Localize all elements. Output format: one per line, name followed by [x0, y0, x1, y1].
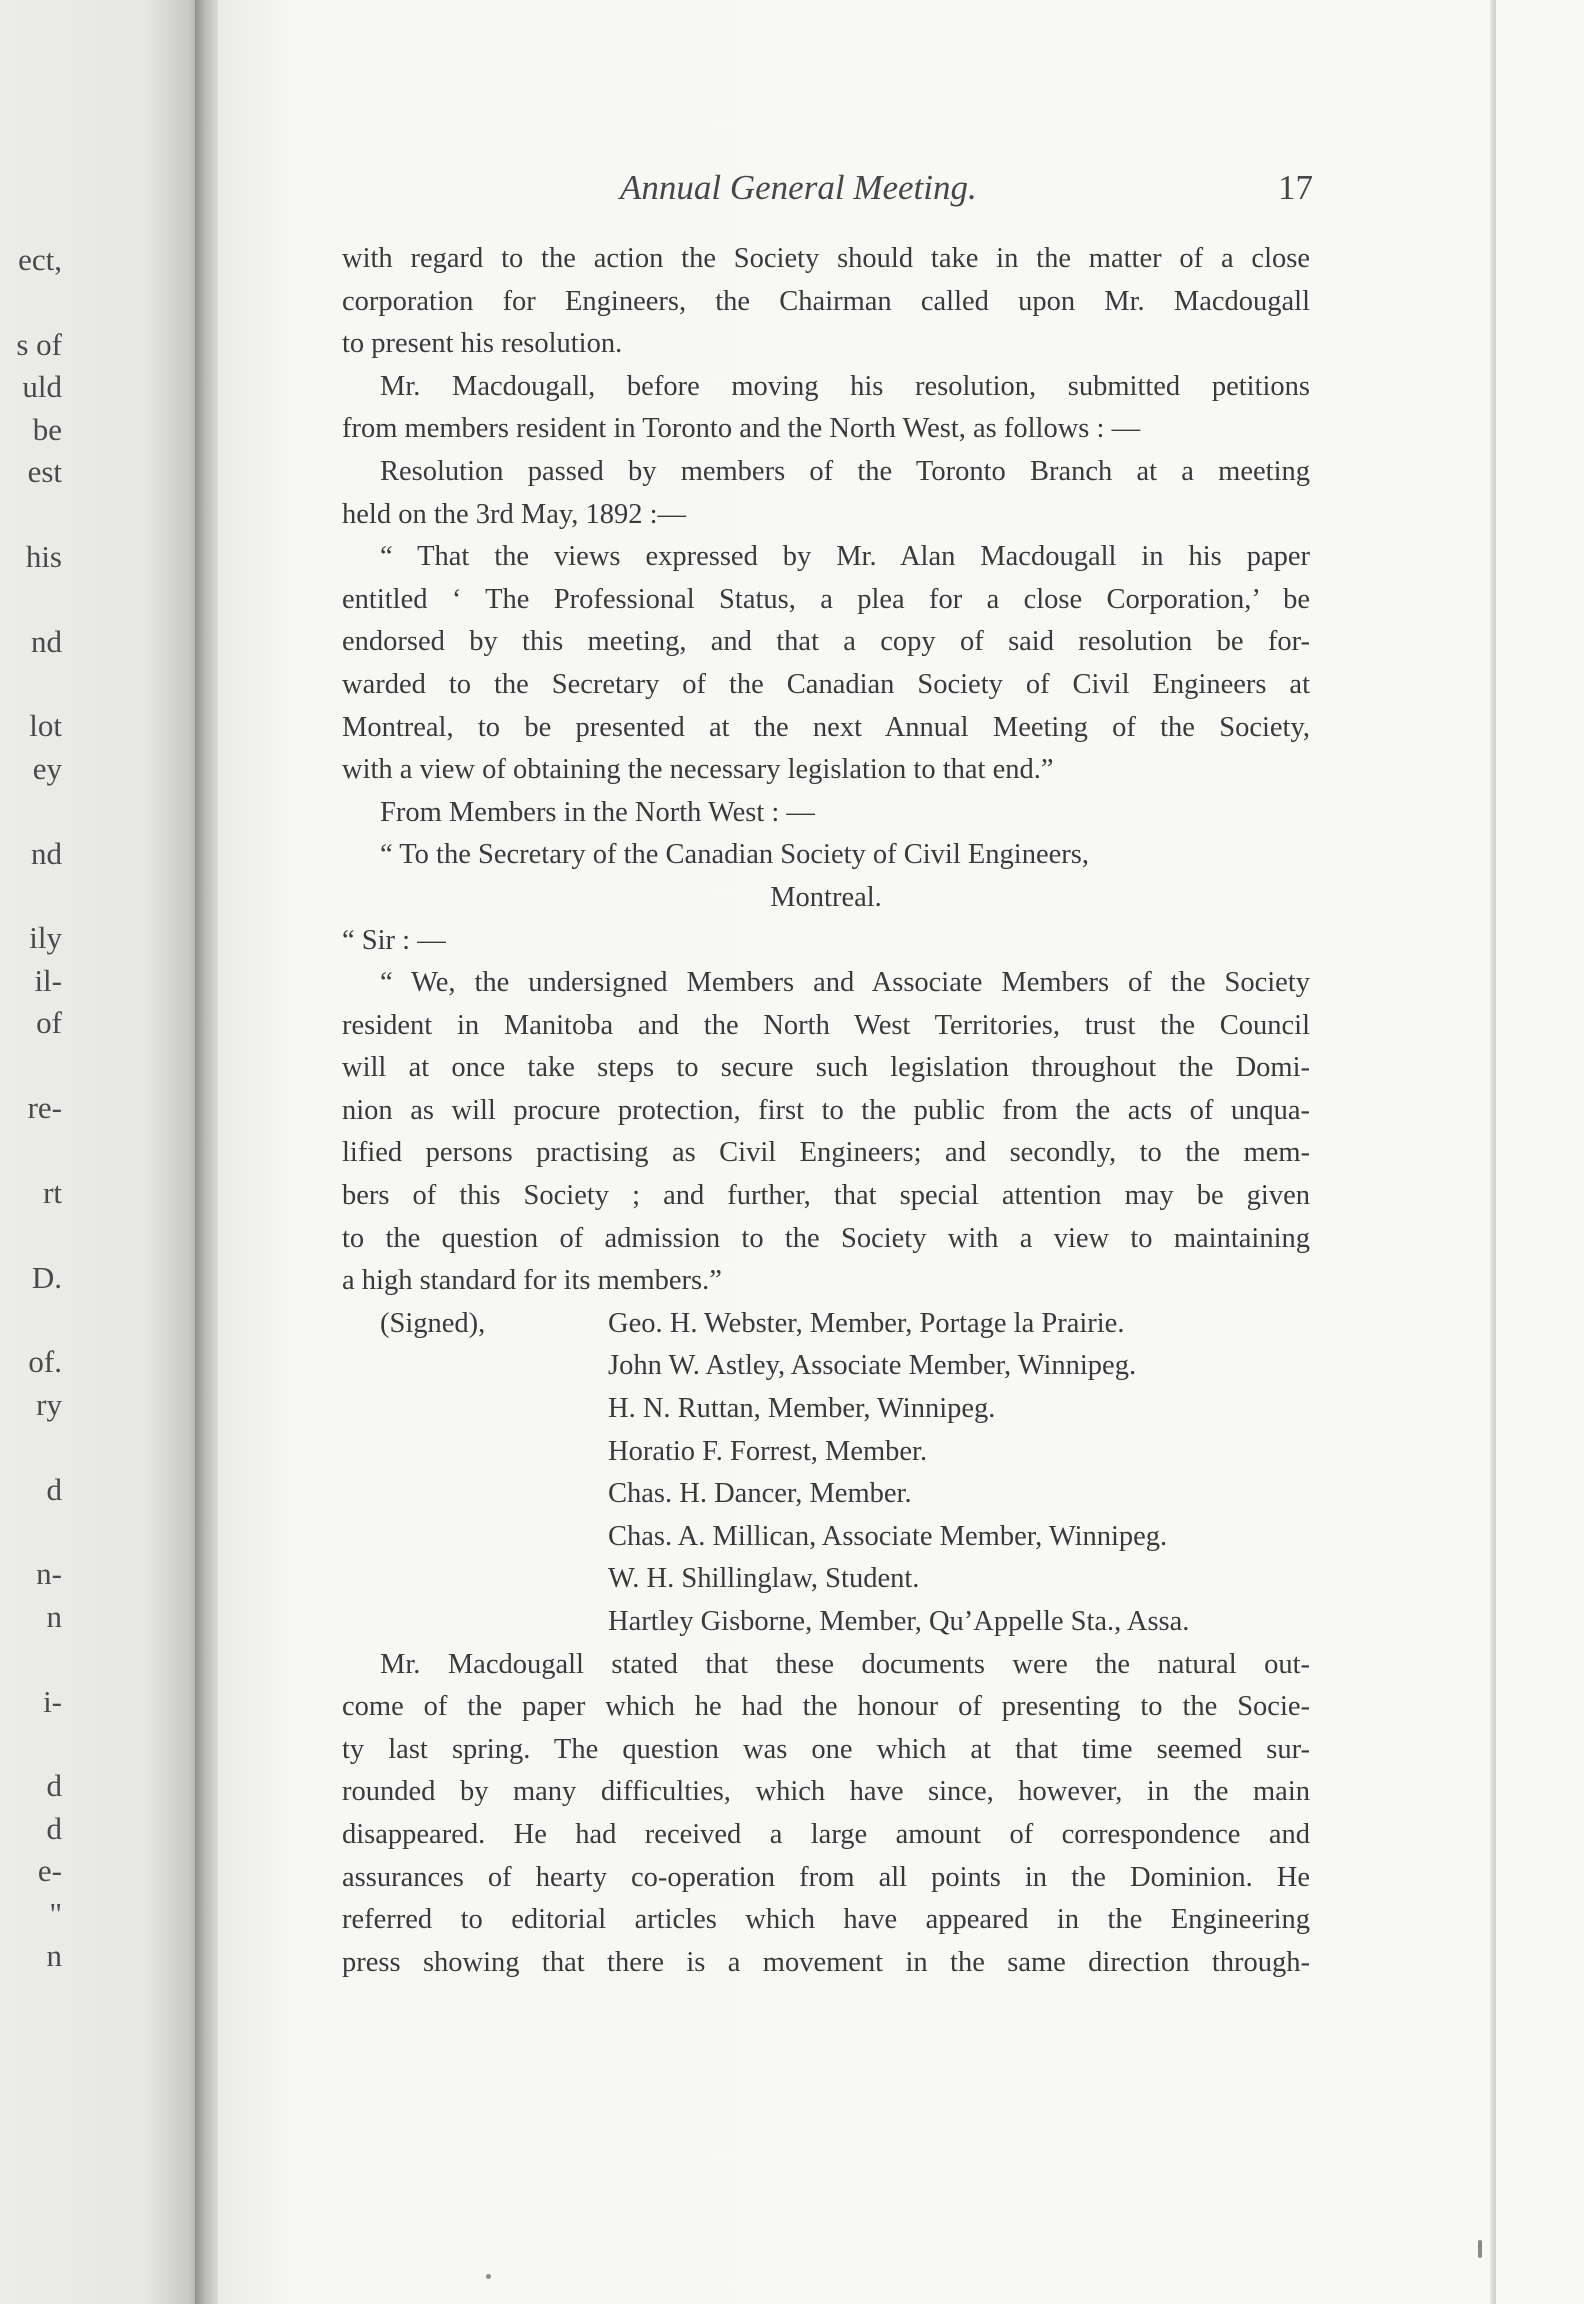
- signatory-name: Hartley Gisborne, Member, Qu’Appelle Sta., Assa.: [608, 1606, 1190, 1637]
- signature-row: [342, 1303, 1310, 1346]
- signature-row: [342, 1516, 1310, 1559]
- signatory-name: W. H. Shillinglaw, Student.: [608, 1563, 920, 1595]
- left-page-fragment: n-: [36, 1556, 62, 1592]
- page-number: 17: [1278, 168, 1313, 207]
- text-line: will at once take steps to secure such legislation throughout the Domi-: [342, 1052, 1310, 1084]
- left-page-fragment: ey: [32, 750, 62, 786]
- text-line: “ Sir : —: [342, 924, 446, 956]
- text-line: held on the 3rd May, 1892 :—: [342, 498, 687, 530]
- signature-row: [342, 1431, 1310, 1474]
- previous-page-edge: [0, 0, 205, 2304]
- left-page-fragment: nd: [31, 835, 62, 871]
- signatory-name: H. N. Ruttan, Member, Winnipeg.: [608, 1393, 996, 1425]
- text-line: come of the paper which he had the honour of presenting to the Socie-: [342, 1691, 1310, 1723]
- text-line: with regard to the action the Society should take in the matter of a close: [342, 243, 1310, 274]
- left-page-fragment: est: [27, 454, 62, 489]
- signed-label: (Signed),: [380, 1307, 486, 1339]
- left-page-fragment: of.: [28, 1344, 62, 1380]
- signed-label: [342, 1516, 608, 1559]
- left-page-fragment: of: [36, 1005, 62, 1041]
- left-page-fragment: nd: [31, 623, 62, 659]
- signatory-name: John W. Astley, Associate Member, Winnipeg.: [608, 1350, 1137, 1382]
- left-page-fragment: il-: [34, 962, 62, 998]
- signed-label: [342, 1345, 608, 1388]
- left-page-fragment: ily: [29, 920, 62, 956]
- page-text-body: [342, 238, 1310, 1984]
- text-line: resident in Manitoba and the North West Territories, trust the Council: [342, 1009, 1310, 1041]
- paper-speck: [486, 2274, 491, 2279]
- left-page-fragment: i-: [43, 1683, 62, 1719]
- text-line: Mr. Macdougall, before moving his resolution, submitted petitions: [380, 370, 1310, 402]
- text-line: nion as will procure protection, first to the public from the acts of unqua-: [342, 1094, 1310, 1126]
- page-edge-shadow: [1490, 0, 1496, 2304]
- left-page-fragment: D.: [31, 1259, 62, 1295]
- left-page-fragment: s of: [16, 326, 62, 362]
- text-line: lified persons practising as Civil Engineers; and secondly, to the mem-: [342, 1137, 1310, 1169]
- left-page-fragment: uld: [22, 369, 62, 405]
- signed-label: [342, 1601, 608, 1644]
- signatory-name: Chas. A. Millican, Associate Member, Winnipeg.: [608, 1520, 1168, 1552]
- left-page-fragment: n: [46, 1938, 62, 1973]
- text-line: “ To the Secretary of the Canadian Society of Civil Engineers,: [380, 839, 1089, 871]
- signatory-name: Horatio F. Forrest, Member.: [608, 1435, 928, 1467]
- signatory-name: Chas. H. Dancer, Member.: [608, 1478, 912, 1510]
- text-line: referred to editorial articles which have appeared in the Engineering: [342, 1904, 1310, 1936]
- left-page-fragment: his: [25, 538, 62, 574]
- left-page-fragment: e-: [37, 1853, 62, 1889]
- text-line: endorsed by this meeting, and that a copy of said resolution be for-: [342, 626, 1310, 658]
- left-page-fragment: ry: [36, 1386, 62, 1422]
- text-line: bers of this Society ; and further, that special attention may be given: [342, 1180, 1310, 1212]
- text-line: corporation for Engineers, the Chairman called upon Mr. Macdougall: [342, 285, 1310, 317]
- signature-row: [342, 1558, 1310, 1601]
- signature-row: [342, 1388, 1310, 1431]
- left-page-fragment: be: [32, 411, 62, 447]
- left-page-fragment: n: [46, 1598, 62, 1634]
- signed-label: [342, 1431, 608, 1474]
- text-line: ty last spring. The question was one which at that time seemed sur-: [342, 1733, 1310, 1765]
- text-line: Montreal.: [770, 881, 882, 913]
- text-line: Resolution passed by members of the Toronto Branch at a meeting: [380, 455, 1310, 487]
- left-page-fragment: ": [49, 1895, 62, 1931]
- left-page-fragment: d: [46, 1768, 62, 1804]
- signature-row: [342, 1601, 1310, 1644]
- text-line: Mr. Macdougall stated that these documents were the natural out-: [380, 1648, 1310, 1680]
- signature-block: [342, 1303, 1310, 1644]
- signatory-name: Geo. H. Webster, Member, Portage la Prairie.: [608, 1307, 1125, 1339]
- text-line: Montreal, to be presented at the next Annual Meeting of the Society,: [342, 711, 1310, 743]
- text-line: with a view of obtaining the necessary legislation to that end.”: [342, 754, 1054, 786]
- left-page-fragment: d: [46, 1471, 62, 1507]
- signed-label: [342, 1473, 608, 1516]
- left-page-fragment: lot: [29, 708, 62, 744]
- text-line: assurances of hearty co-operation from all points in the Dominion. He: [342, 1861, 1310, 1893]
- signed-label: [342, 1558, 608, 1601]
- text-line: from members resident in Toronto and the North West, as follows : —: [342, 413, 1141, 445]
- left-page-fragment: d: [46, 1810, 62, 1846]
- text-line: warded to the Secretary of the Canadian Society of Civil Engineers at: [342, 668, 1310, 700]
- left-page-fragment: re-: [27, 1090, 62, 1125]
- text-line: entitled ‘ The Professional Status, a plea for a close Corporation,’ be: [342, 583, 1310, 615]
- text-line: to present his resolution.: [342, 328, 623, 360]
- text-line: “ That the views expressed by Mr. Alan Macdougall in his paper: [380, 541, 1310, 573]
- signed-label: [342, 1388, 608, 1431]
- closing-paragraph: [342, 1644, 1310, 1985]
- text-line: rounded by many difficulties, which have since, however, in the main: [342, 1776, 1310, 1808]
- text-line: From Members in the North West : —: [380, 796, 815, 828]
- body-paragraphs: [342, 238, 1310, 1303]
- text-line: disappeared. He had received a large amount of correspondence and: [342, 1818, 1310, 1850]
- left-page-fragment: rt: [43, 1174, 62, 1210]
- signature-row: [342, 1473, 1310, 1516]
- paper-speck: [1478, 2240, 1482, 2258]
- running-title: Annual General Meeting.: [620, 168, 977, 207]
- text-line: a high standard for its members.”: [342, 1265, 722, 1297]
- text-line: to the question of admission to the Society with a view to maintaining: [342, 1222, 1310, 1254]
- signature-row: [342, 1345, 1310, 1388]
- text-line: press showing that there is a movement in the same direction through-: [342, 1946, 1310, 1978]
- left-page-fragment: ect,: [18, 242, 62, 277]
- text-line: “ We, the undersigned Members and Associate Members of the Society: [380, 967, 1310, 999]
